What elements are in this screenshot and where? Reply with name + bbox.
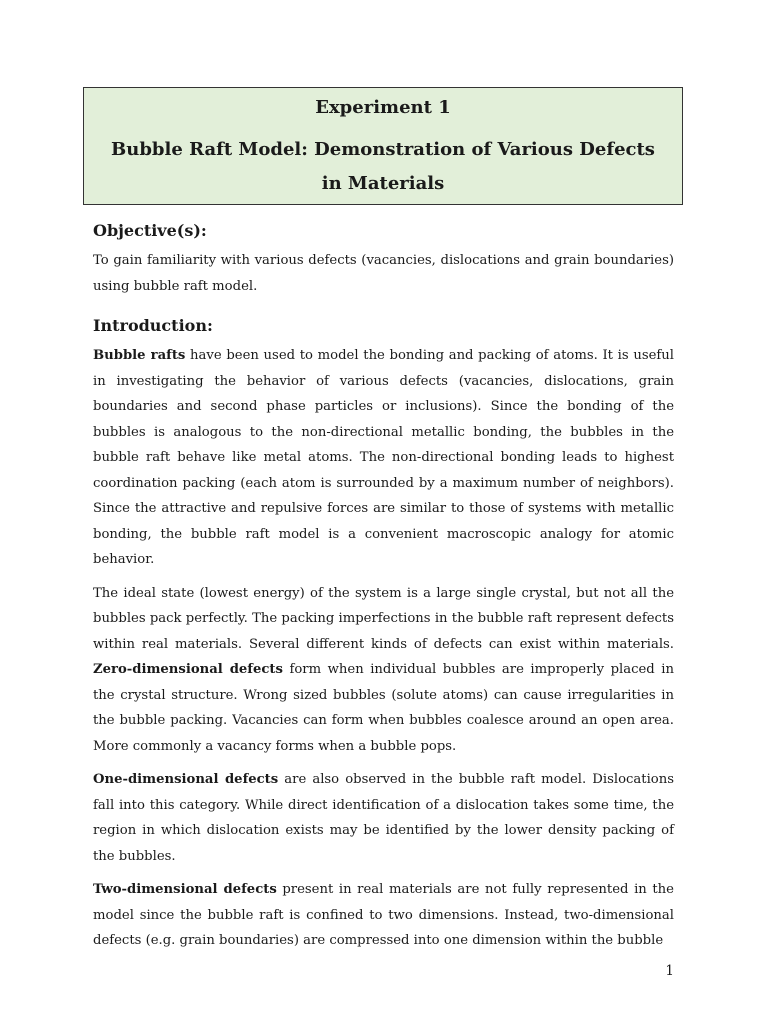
objective-text: To gain familiarity with various defects (vacancies, dislocations and grain boundaries) using bubble raft model. xyxy=(93,253,674,294)
intro-paragraph-2-start: The ideal state (lowest energy) of the system is a large single crystal, but not all the bubbles pack perfectly. The packing imperfections in the bubble raft represent defects within real materials. Several different kinds of defects can exist within materials. xyxy=(93,585,674,652)
document-body xyxy=(93,220,674,954)
intro-paragraph-3-text: are also observed in the bubble raft model. Dislocations fall into this category. While direct identification of a dislocation takes some time, the region in which dislocation exists may be identified by the lower density packing of the bubbles. xyxy=(93,772,674,864)
intro-paragraph-1-text: have been used to model the bonding and packing of atoms. It is useful in investigating the behavior of various defects (vacancies, dislocations, grain boundaries and second phase particles or inclusions). Since the bonding of the bubbles is analogous to the non-directional metallic bonding, the bubbles in the bubble raft behave like metal atoms. The non-directional bonding leads to highest coordination packing (each atom is surrounded by a maximum number of neighbors). Since the attractive and repulsive forces are similar to those of systems with metallic bonding, the bubble raft model is a convenient macroscopic analogy for atomic behavior. xyxy=(93,348,674,567)
intro-paragraph-1 xyxy=(93,343,674,573)
experiment-label: Experiment 1 xyxy=(315,97,451,118)
term-two-dimensional: Two-dimensional defects xyxy=(93,882,277,897)
objective-heading: Objective(s): xyxy=(93,221,207,240)
term-bubble-rafts: Bubble rafts xyxy=(93,348,186,363)
intro-paragraph-3 xyxy=(93,767,674,869)
introduction-heading: Introduction: xyxy=(93,316,213,335)
page-title: Bubble Raft Model: Demonstration of Various Defects in Materials xyxy=(111,139,655,194)
title-box xyxy=(83,87,683,205)
intro-paragraph-2-text: form when individual bubbles are improperly placed in the crystal structure. Wrong sized bubbles (solute atoms) can cause irregularities in the bubble packing. Vacancies can form when bubbles coalesce around an open area. More commonly a vacancy forms when a bubble pops. xyxy=(93,662,674,754)
intro-paragraph-4-text: present in real materials are not fully represented in the model since the bubble raft is confined to two dimensions. Instead, two-dimensional defects (e.g. grain boundaries) are compressed into one dimension within the bubble xyxy=(93,882,674,948)
term-one-dimensional: One-dimensional defects xyxy=(93,772,279,787)
intro-paragraph-2 xyxy=(93,581,674,760)
page-number: 1 xyxy=(665,963,674,979)
term-zero-dimensional: Zero-dimensional defects xyxy=(93,662,283,677)
intro-paragraph-4 xyxy=(93,877,674,954)
